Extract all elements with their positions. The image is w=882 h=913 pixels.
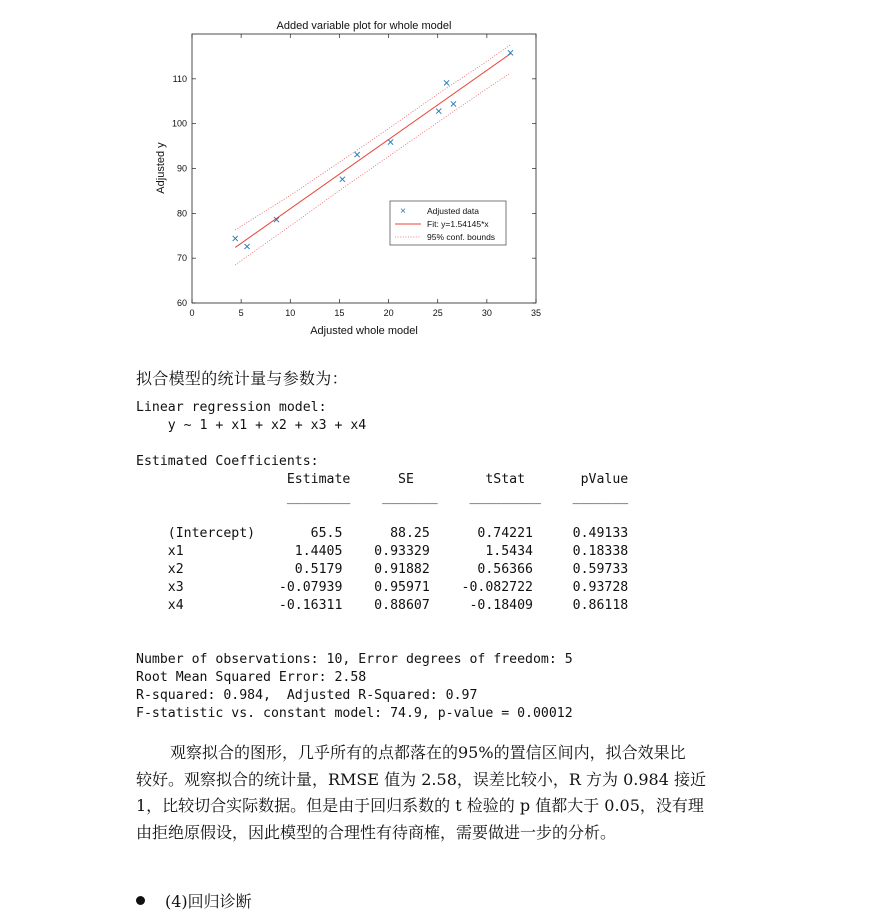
coef-line: x3 -0.07939 0.95971 -0.082722 0.93728 xyxy=(136,580,629,595)
conclusion-line: 观察拟合的图形，几乎所有的点都落在的95%的置信区间内，拟合效果比 xyxy=(170,743,686,762)
x-tick-label: 0 xyxy=(189,308,195,318)
x-axis-label: Adjusted whole model xyxy=(310,325,418,337)
coef-line: (Intercept) 65.5 88.25 0.74221 0.49133 xyxy=(136,526,629,541)
y-tick-label: 110 xyxy=(172,73,187,84)
conclusion-line: 较好。观察拟合的统计量，RMSE 值为 2.58，误差比较小，R 方为 0.984 接近 xyxy=(136,769,706,789)
stats-line: Root Mean Squared Error: 2.58 xyxy=(136,670,367,685)
stats-line: F-statistic vs. constant model: 74.9, p-value = 0.00012 xyxy=(136,706,573,721)
plot-area xyxy=(192,34,536,303)
coef-line: Estimated Coefficients: xyxy=(136,454,319,469)
section-label: (4)回归诊断 xyxy=(165,892,252,911)
legend-entry-bounds: 95% conf. bounds xyxy=(427,232,496,242)
y-tick-label: 70 xyxy=(176,253,187,264)
conclusion-line: 1，比较切合实际数据。但是由于回归系数的 t 检验的 p 值都大于 0.05，没有理 xyxy=(136,796,704,815)
conclusion-line: 由拒绝原假设，因此模型的合理性有待商榷，需要做进一步的分析。 xyxy=(136,822,617,842)
x-tick-label: 35 xyxy=(530,308,542,318)
coef-line: ________ _______ _________ _______ xyxy=(136,490,629,505)
stats-line: R-squared: 0.984, Adjusted R-Squared: 0.97 xyxy=(136,688,478,703)
added-variable-plot xyxy=(150,10,550,340)
coef-line: x1 1.4405 0.93329 1.5434 0.18338 xyxy=(136,544,629,559)
model-statistics-block xyxy=(136,651,573,723)
y-tick-label: 60 xyxy=(176,298,187,308)
model-line: y ~ 1 + x1 + x2 + x3 + x4 xyxy=(136,418,367,433)
section-bullet-item xyxy=(136,889,252,912)
y-axis-label: Adjusted y xyxy=(155,142,167,194)
bullet-icon xyxy=(136,896,145,905)
stats-heading: 拟合模型的统计量与参数为： xyxy=(136,369,348,388)
x-tick-label: 30 xyxy=(481,308,492,318)
x-tick-label: 15 xyxy=(334,308,345,318)
stats-line: Number of observations: 10, Error degrees of freedom: 5 xyxy=(136,652,573,667)
legend-marker-icon: × xyxy=(400,206,406,217)
legend-entry-data: Adjusted data xyxy=(427,206,479,216)
legend-entry-fit: Fit: y=1.54145*x xyxy=(427,219,489,229)
y-tick-label: 90 xyxy=(176,163,187,174)
x-tick-label: 20 xyxy=(383,308,394,318)
legend xyxy=(390,201,506,245)
conclusion-paragraph xyxy=(136,740,756,846)
y-tick-label: 100 xyxy=(171,118,187,129)
coefficients-table xyxy=(136,453,636,615)
x-tick-label: 25 xyxy=(432,308,443,318)
model-line: Linear regression model: xyxy=(136,400,327,415)
regression-model-block xyxy=(136,399,366,435)
coef-line: x4 -0.16311 0.88607 -0.18409 0.86118 xyxy=(136,598,629,613)
chart-title: Added variable plot for whole model xyxy=(276,20,452,32)
coef-line: Estimate SE tStat pValue xyxy=(136,472,637,487)
coef-line: x2 0.5179 0.91882 0.56366 0.59733 xyxy=(136,562,629,577)
x-tick-label: 5 xyxy=(238,308,244,318)
x-tick-label: 10 xyxy=(285,308,296,318)
y-tick-label: 80 xyxy=(176,208,187,219)
